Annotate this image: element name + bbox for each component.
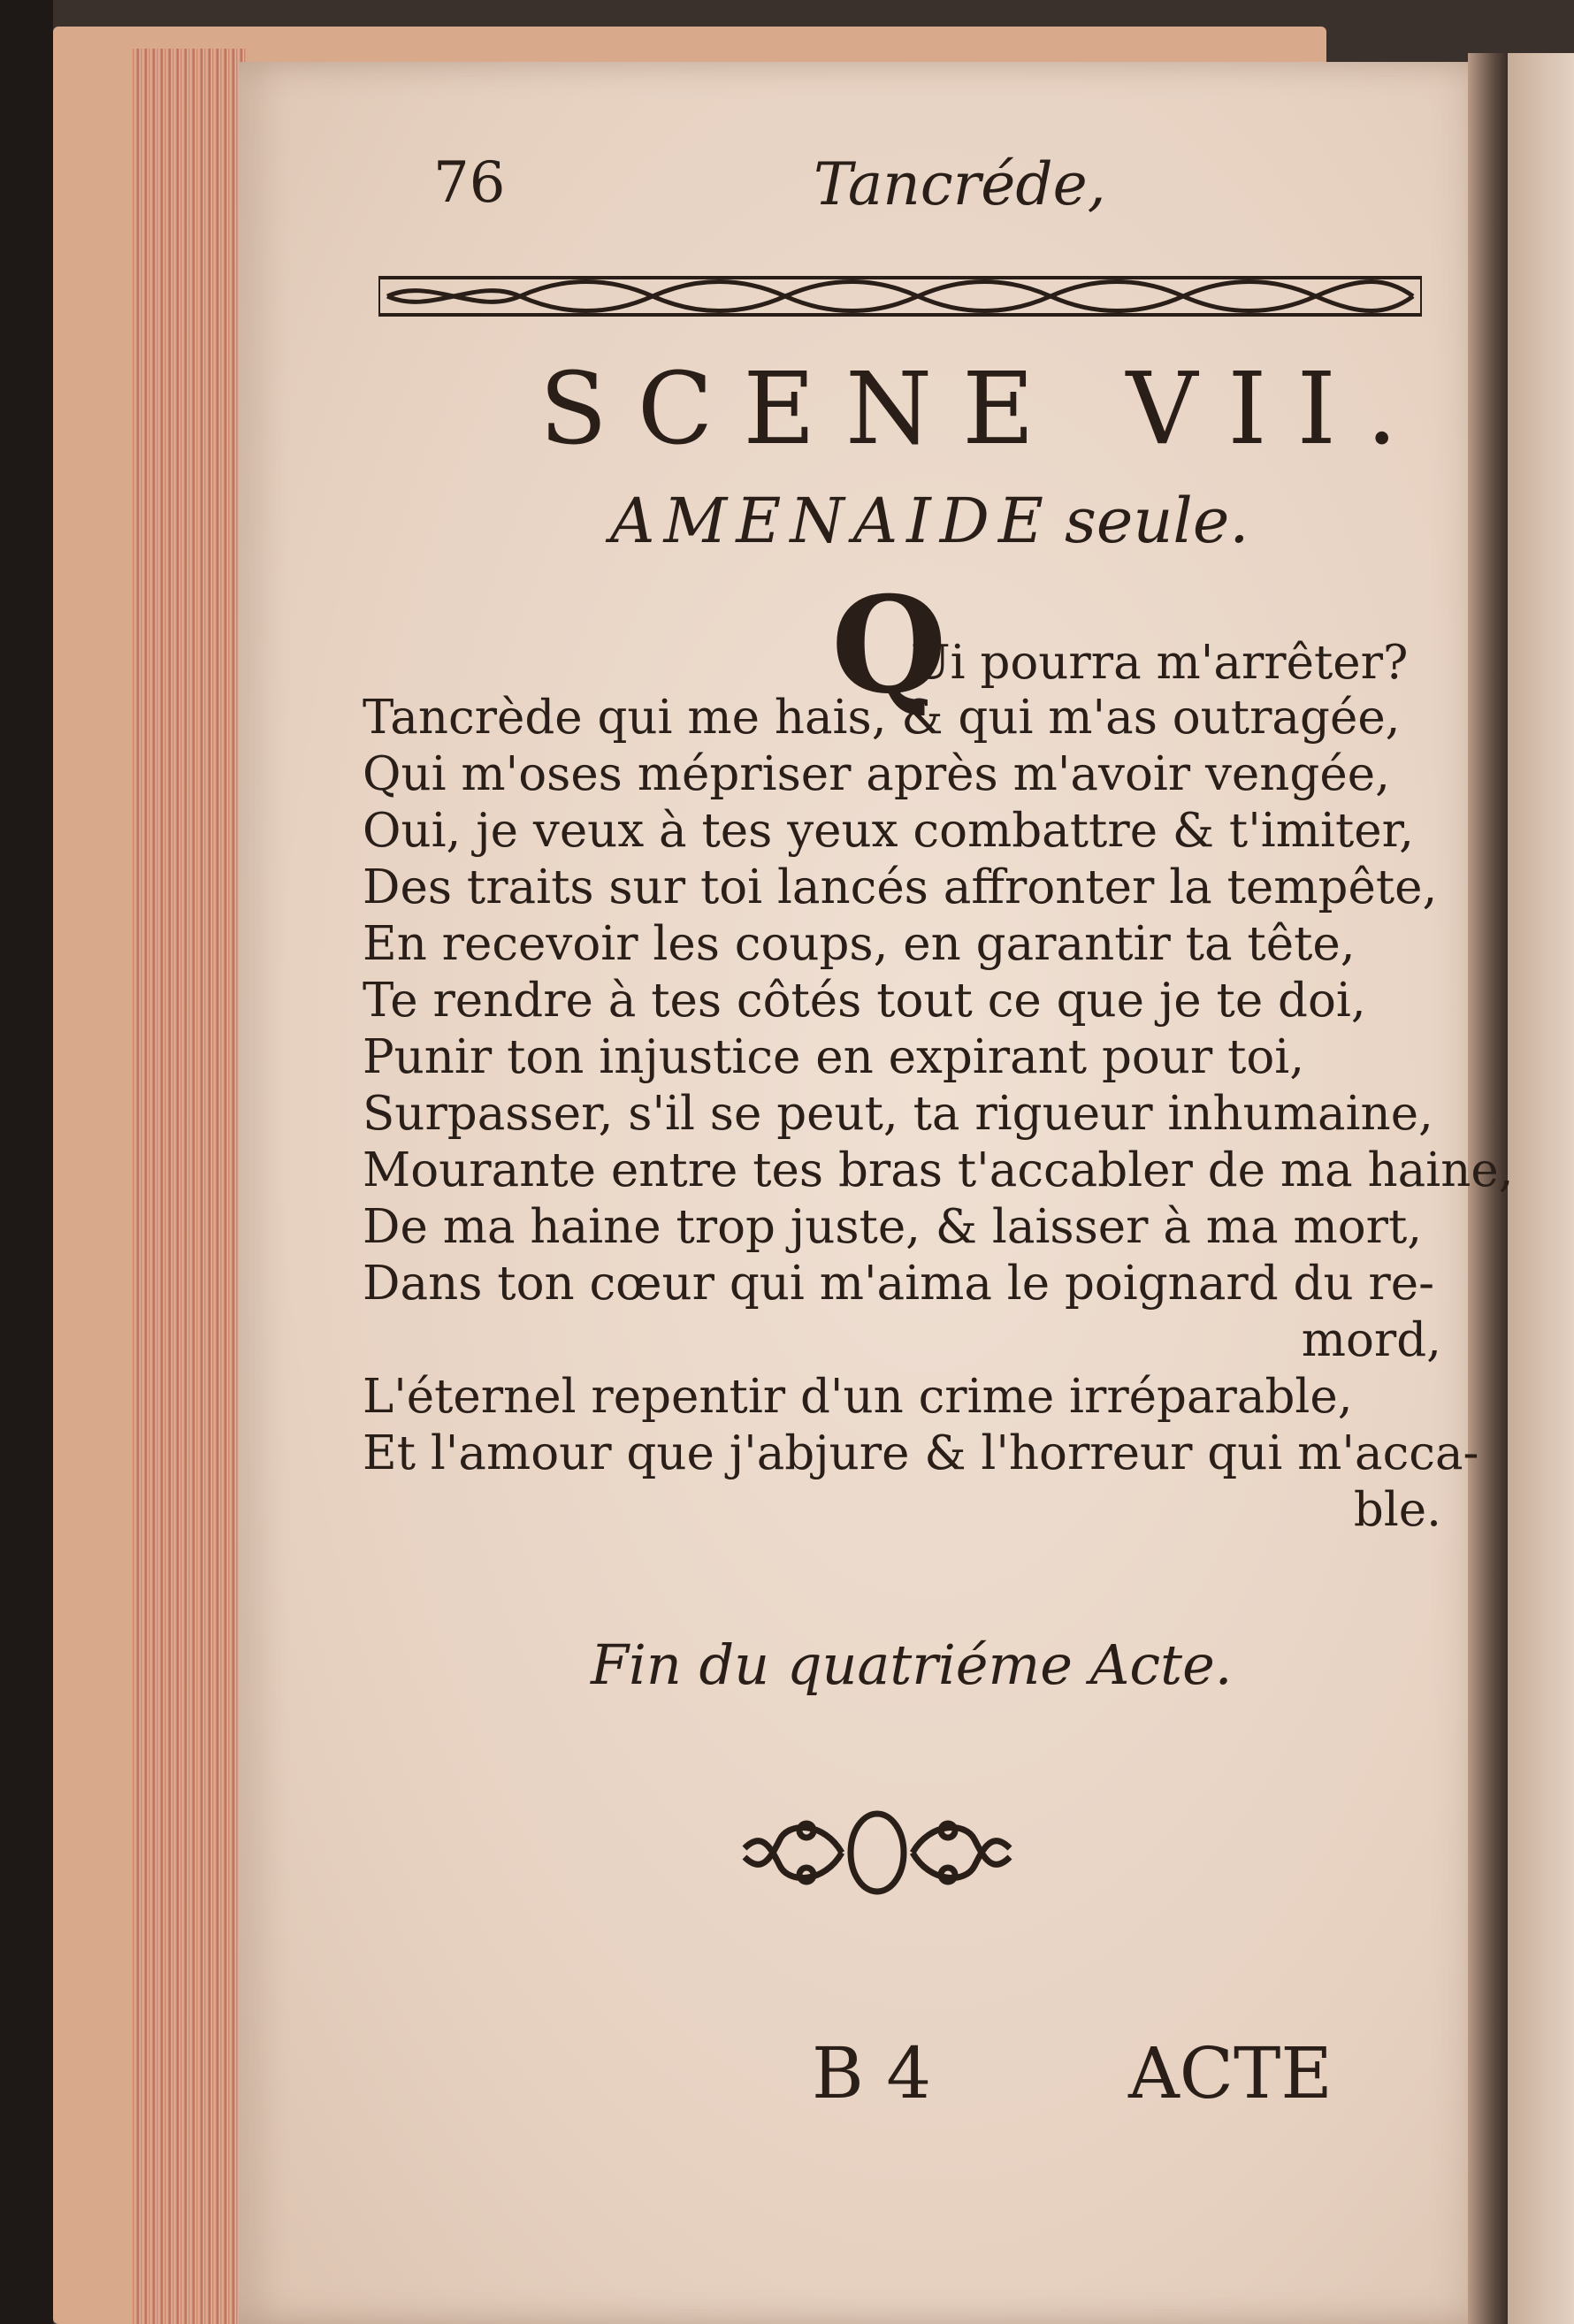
verse-line: Qui m'oses mépriser après m'avoir vengée, xyxy=(363,747,1390,801)
page-number: 76 xyxy=(433,150,506,216)
verse-line: L'éternel repentir d'un crime irréparable, xyxy=(363,1370,1353,1424)
verse-line: Mourante entre tes bras t'accabler de ma haine, xyxy=(363,1143,1514,1197)
verse-line: Tancrède qui me hais, & qui m'as outragée, xyxy=(363,691,1401,745)
verse-line: Te rendre à tes côtés tout ce que je te doi, xyxy=(363,974,1366,1028)
verse-line: Surpasser, s'il se peut, ta rigueur inhumaine, xyxy=(363,1087,1433,1141)
scan-edge xyxy=(0,0,53,2324)
verse-line: Punir ton injustice en expirant pour toi, xyxy=(363,1030,1305,1084)
verse-line: De ma haine trop juste, & laisser à ma mort, xyxy=(363,1200,1423,1254)
verse-line-continuation: ble. xyxy=(1353,1483,1441,1537)
drop-cap: Q xyxy=(831,568,947,723)
verse-line: Et l'amour que j'abjure & l'horreur qui m'acca- xyxy=(363,1426,1479,1480)
fleuron-ornament xyxy=(727,1804,1028,1901)
verse-line: Dans ton cœur qui m'aima le poignard du re- xyxy=(363,1257,1435,1311)
stage-direction: seule. xyxy=(1065,485,1249,557)
running-head xyxy=(433,150,1441,230)
verse-line: Des traits sur toi lancés affronter la tempête, xyxy=(363,860,1438,914)
verse-line: En recevoir les coups, en garantir ta tête, xyxy=(363,917,1356,971)
scene-heading: SCENE VII. xyxy=(539,352,1428,467)
speaker-name: AMENAIDE xyxy=(610,485,1052,557)
verse-line: Oui, je veux à tes yeux combattre & t'imiter, xyxy=(363,804,1414,858)
headpiece-ornament xyxy=(378,272,1422,320)
running-title: Tancréde, xyxy=(814,150,1106,218)
speaker-line xyxy=(610,485,1249,557)
catchword: ACTE xyxy=(1128,2032,1333,2114)
verse-line: Ui pourra m'arrêter? xyxy=(911,636,1409,690)
verse-line-continuation: mord, xyxy=(1301,1313,1441,1367)
signature-mark: B 4 xyxy=(812,2032,932,2114)
page-edges xyxy=(133,49,248,2324)
next-page-fragment xyxy=(1508,53,1574,2324)
act-end-note: Fin du quatriéme Acte. xyxy=(591,1632,1233,1697)
